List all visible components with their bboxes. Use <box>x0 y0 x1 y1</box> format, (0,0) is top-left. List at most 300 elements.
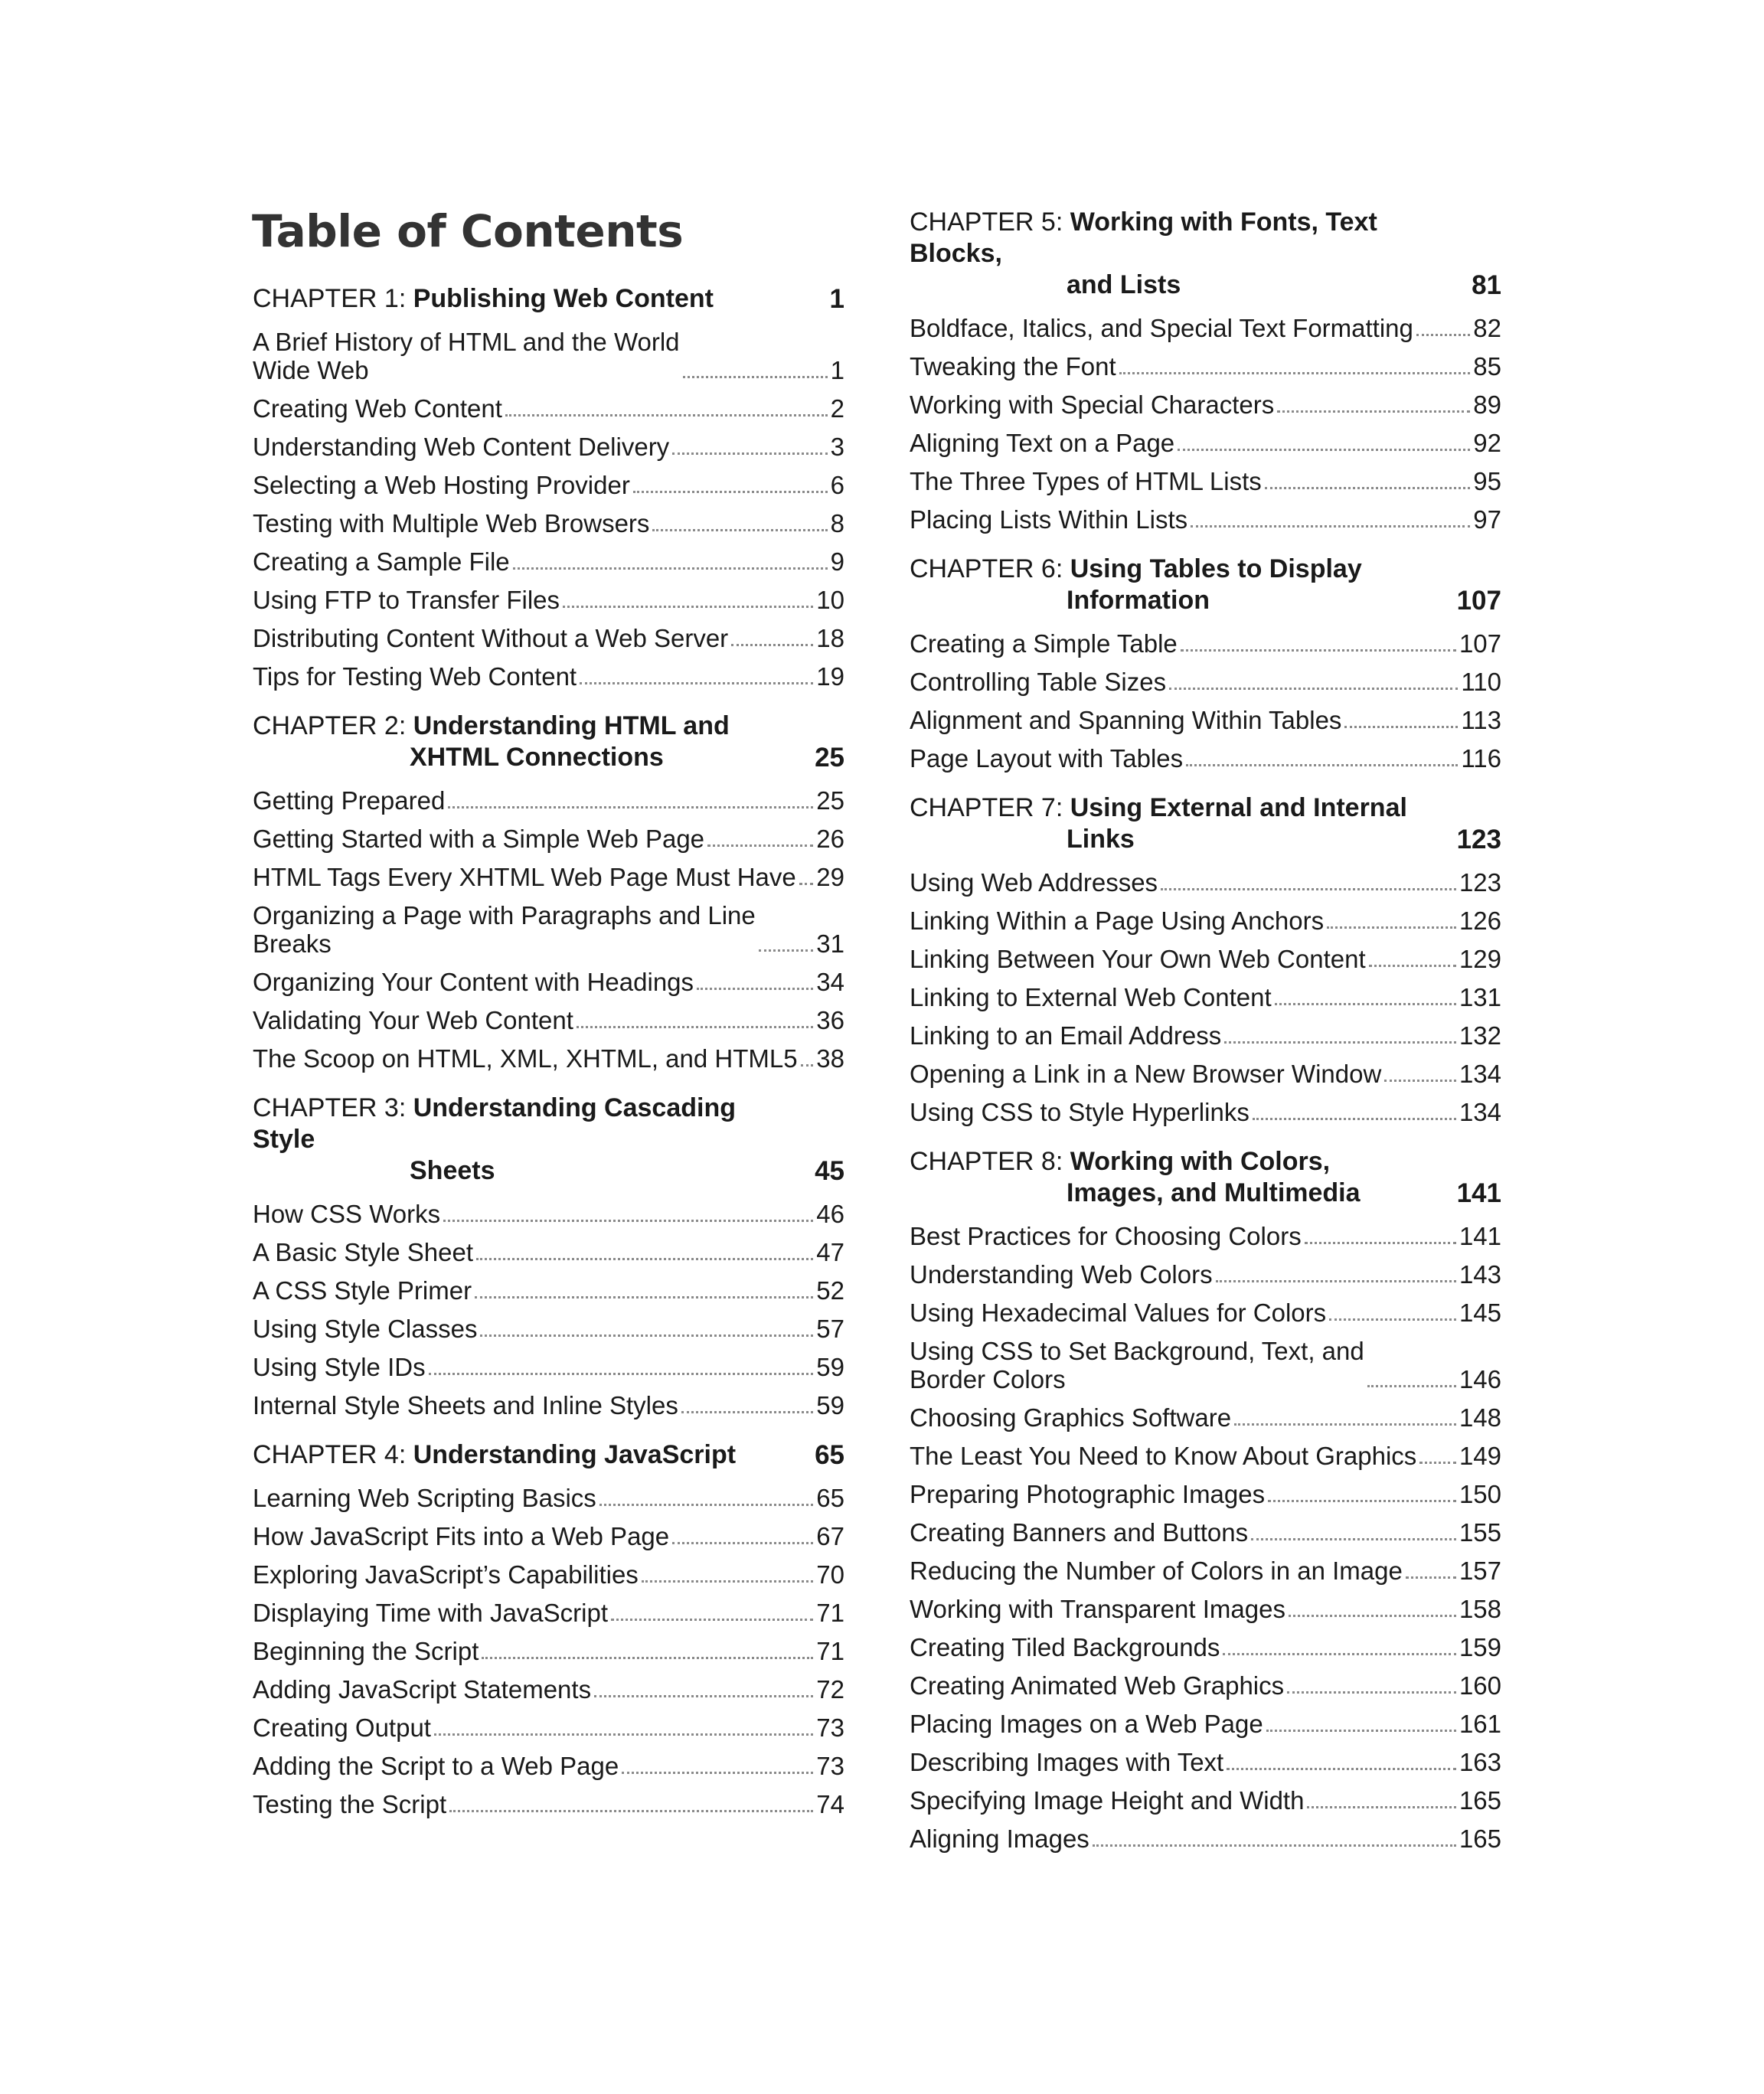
toc-entry-page-number: 150 <box>1459 1480 1501 1508</box>
dot-leader <box>434 1733 813 1736</box>
toc-entry-page-number: 26 <box>816 825 844 853</box>
chapter-page-number: 123 <box>1456 825 1501 854</box>
toc-entry-title: Using CSS to Style Hyperlinks <box>910 1098 1250 1126</box>
toc-entry[interactable] <box>910 1432 1501 1470</box>
toc-entry-title-line: Border Colors <box>910 1365 1066 1393</box>
toc-entry[interactable] <box>910 381 1501 419</box>
toc-entry-title: HTML Tags Every XHTML Web Page Must Have <box>253 863 796 891</box>
dot-leader <box>1266 1730 1456 1732</box>
toc-entry-title: Using Web Addresses <box>910 868 1158 897</box>
dot-leader <box>482 1657 813 1659</box>
toc-entry[interactable] <box>910 1700 1501 1738</box>
toc-entry-title: Using Style Classes <box>253 1315 478 1343</box>
toc-entry-title: Validating Your Web Content <box>253 1006 573 1034</box>
toc-entry-page-number: 143 <box>1459 1260 1501 1289</box>
toc-entry-title: Describing Images with Text <box>910 1748 1224 1776</box>
chapter-label: CHAPTER 7: <box>910 793 1063 822</box>
toc-entry-title: How JavaScript Fits into a Web Page <box>253 1522 670 1550</box>
chapter-section <box>910 792 1501 1126</box>
toc-entry-title: The Three Types of HTML Lists <box>910 467 1262 495</box>
chapter-page-number: 65 <box>815 1440 844 1470</box>
toc-entry[interactable] <box>253 461 844 499</box>
toc-entry[interactable] <box>253 853 844 891</box>
toc-entry[interactable] <box>910 696 1501 734</box>
chapter-heading-line <box>253 1093 736 1154</box>
chapter-section <box>910 1146 1501 1853</box>
chapter-section <box>910 554 1501 773</box>
toc-entry-page-number: 36 <box>816 1006 844 1034</box>
dot-leader <box>1344 726 1458 728</box>
dot-leader <box>652 529 827 531</box>
toc-entry-page-number: 165 <box>1459 1824 1501 1853</box>
chapter-label: CHAPTER 4: <box>253 1440 407 1469</box>
dot-leader <box>1307 1806 1455 1808</box>
dot-leader <box>642 1580 813 1583</box>
toc-entry[interactable] <box>253 776 844 815</box>
toc-entry[interactable] <box>910 1050 1501 1088</box>
dot-leader <box>1119 372 1471 374</box>
toc-entry-title: The Scoop on HTML, XML, XHTML, and HTML5 <box>253 1044 798 1073</box>
dot-leader <box>1161 888 1456 890</box>
toc-entry-title: Choosing Graphics Software <box>910 1403 1232 1432</box>
toc-entry-page-number: 57 <box>816 1315 844 1343</box>
chapter-title: Understanding JavaScript <box>413 1440 737 1469</box>
toc-entry-title: Placing Lists Within Lists <box>910 505 1188 534</box>
toc-entry-page-number: 157 <box>1459 1557 1501 1585</box>
chapter-heading[interactable] <box>253 1093 844 1187</box>
toc-entry[interactable] <box>910 419 1501 457</box>
toc-entry-title: Alignment and Spanning Within Tables <box>910 706 1342 734</box>
dot-leader <box>697 988 813 990</box>
chapter-heading-line <box>910 1147 1330 1176</box>
toc-entry-title-line: Wide Web <box>253 356 369 384</box>
toc-entry-title <box>253 901 756 958</box>
toc-entry[interactable] <box>910 304 1501 342</box>
toc-entry-title-line: Organizing a Page with Paragraphs and Line <box>253 901 756 929</box>
dot-leader <box>1369 965 1456 967</box>
dot-leader <box>476 1258 813 1260</box>
toc-entry-page-number: 110 <box>1461 668 1501 696</box>
toc-entry-page-number: 155 <box>1459 1518 1501 1547</box>
toc-entry[interactable] <box>253 996 844 1034</box>
toc-entry-title: Aligning Images <box>910 1824 1089 1853</box>
chapter-label: CHAPTER 6: <box>910 554 1063 583</box>
toc-entry-page-number: 31 <box>816 929 844 958</box>
dot-leader <box>1275 1003 1456 1005</box>
dot-leader <box>731 644 813 646</box>
dot-leader <box>1268 1500 1456 1502</box>
toc-entry-title: Learning Web Scripting Basics <box>253 1484 596 1512</box>
toc-entry-page-number: 71 <box>816 1637 844 1665</box>
toc-entry-page-number: 165 <box>1459 1786 1501 1815</box>
dot-leader <box>1093 1844 1456 1847</box>
toc-entry-page-number: 10 <box>816 586 844 614</box>
toc-entry[interactable] <box>253 1343 844 1381</box>
toc-entry[interactable] <box>253 1474 844 1512</box>
toc-entry-title: Linking Within a Page Using Anchors <box>910 907 1325 935</box>
toc-entry[interactable] <box>910 1470 1501 1508</box>
dot-leader <box>1181 649 1456 652</box>
toc-entry[interactable] <box>253 1742 844 1780</box>
toc-entry-title: Linking to External Web Content <box>910 983 1272 1011</box>
dot-leader <box>563 606 813 608</box>
toc-entry-page-number: 29 <box>816 863 844 891</box>
chapter-heading[interactable] <box>910 792 1501 855</box>
toc-entry[interactable] <box>253 958 844 996</box>
dot-leader <box>1305 1242 1456 1244</box>
toc-entry-page-number: 148 <box>1459 1403 1501 1432</box>
chapter-section <box>253 1093 844 1419</box>
toc-entry-page-number: 89 <box>1473 390 1501 419</box>
toc-entry[interactable] <box>253 1665 844 1704</box>
chapter-title-continued: Links <box>1067 825 1135 854</box>
dot-leader <box>1327 926 1456 929</box>
chapter-title: Publishing Web Content <box>413 284 714 313</box>
toc-entry[interactable] <box>910 858 1501 897</box>
toc-entry-title: Understanding Web Content Delivery <box>253 433 670 461</box>
toc-entry-page-number: 3 <box>830 433 844 461</box>
chapter-heading[interactable] <box>253 711 844 773</box>
toc-entry[interactable] <box>253 1589 844 1627</box>
toc-entry[interactable] <box>910 1011 1501 1050</box>
chapter-label: CHAPTER 2: <box>253 711 407 740</box>
toc-entry[interactable] <box>910 1289 1501 1327</box>
chapter-section <box>253 711 844 1073</box>
toc-entry[interactable] <box>253 1190 844 1228</box>
toc-entry-title: Creating Banners and Buttons <box>910 1518 1249 1547</box>
toc-entry-page-number: 134 <box>1459 1098 1501 1126</box>
toc-entry-page-number: 131 <box>1459 983 1501 1011</box>
dot-leader <box>1406 1576 1456 1579</box>
toc-entry[interactable] <box>253 1305 844 1343</box>
toc-entry-title: Specifying Image Height and Width <box>910 1786 1305 1815</box>
dot-leader <box>1216 1280 1456 1282</box>
chapter-heading-line <box>253 284 714 313</box>
toc-entry-title: Displaying Time with JavaScript <box>253 1599 608 1627</box>
toc-entry-title: Creating Output <box>253 1713 431 1742</box>
toc-entry[interactable] <box>253 318 844 384</box>
toc-entry[interactable] <box>253 891 844 958</box>
toc-entry-title: Creating a Simple Table <box>910 629 1178 658</box>
toc-entry-page-number: 160 <box>1459 1671 1501 1700</box>
toc-entry-title: Opening a Link in a New Browser Window <box>910 1060 1382 1088</box>
toc-entry-page-number: 19 <box>816 662 844 691</box>
toc-entry-title: Using FTP to Transfer Files <box>253 586 560 614</box>
toc-entry[interactable] <box>910 658 1501 696</box>
toc-entry-title: Reducing the Number of Colors in an Image <box>910 1557 1403 1585</box>
toc-entry-title: Tweaking the Font <box>910 352 1116 381</box>
chapter-heading[interactable] <box>253 283 844 315</box>
dot-leader <box>480 1334 813 1337</box>
toc-entry[interactable] <box>910 342 1501 381</box>
toc-entry[interactable] <box>253 1034 844 1073</box>
toc-entry-page-number: 34 <box>816 968 844 996</box>
toc-entry-title: How CSS Works <box>253 1200 441 1228</box>
dot-leader <box>443 1220 813 1222</box>
toc-entry-page-number: 1 <box>830 356 844 384</box>
dot-leader <box>759 949 814 952</box>
toc-entry-page-number: 65 <box>816 1484 844 1512</box>
toc-entry[interactable] <box>910 1585 1501 1623</box>
toc-entry-title: Boldface, Italics, and Special Text Formatting <box>910 314 1413 342</box>
toc-entry[interactable] <box>253 1627 844 1665</box>
dot-leader <box>1253 1118 1456 1120</box>
chapter-heading-line <box>253 711 730 740</box>
toc-entry-page-number: 46 <box>816 1200 844 1228</box>
toc-entry-title: Working with Special Characters <box>910 390 1275 419</box>
dot-leader <box>799 883 814 885</box>
toc-entry[interactable] <box>253 423 844 461</box>
toc-entry[interactable] <box>253 537 844 576</box>
toc-entry-title: Testing with Multiple Web Browsers <box>253 509 650 537</box>
toc-entry[interactable] <box>910 1815 1501 1853</box>
toc-entry[interactable] <box>253 815 844 853</box>
chapter-page-number: 25 <box>815 743 844 773</box>
toc-entry[interactable] <box>910 1088 1501 1126</box>
toc-entry-title: Selecting a Web Hosting Provider <box>253 471 630 499</box>
toc-entry[interactable] <box>253 576 844 614</box>
toc-entry-title: Creating a Sample File <box>253 547 510 576</box>
toc-entry-page-number: 161 <box>1459 1710 1501 1738</box>
chapter-heading[interactable] <box>910 554 1501 616</box>
toc-entry-page-number: 70 <box>816 1560 844 1589</box>
toc-entry-title <box>253 328 680 384</box>
dot-leader <box>1227 1768 1456 1770</box>
toc-entry-title: Aligning Text on a Page <box>910 429 1175 457</box>
toc-entry[interactable] <box>253 1780 844 1818</box>
chapter-title: Using External and Internal <box>1070 793 1407 822</box>
toc-entry[interactable] <box>910 1393 1501 1432</box>
toc-entry-title: Exploring JavaScript’s Capabilities <box>253 1560 639 1589</box>
toc-entry-page-number: 73 <box>816 1752 844 1780</box>
chapter-title: Working with Colors, <box>1070 1147 1331 1176</box>
toc-entry-title: Getting Prepared <box>253 786 446 815</box>
dot-leader <box>681 1411 813 1413</box>
toc-entry[interactable] <box>253 1704 844 1742</box>
dot-leader <box>611 1619 813 1621</box>
toc-entry[interactable] <box>910 897 1501 935</box>
toc-entry-page-number: 8 <box>830 509 844 537</box>
toc-entry-title: Controlling Table Sizes <box>910 668 1167 696</box>
toc-entry-title: Internal Style Sheets and Inline Styles <box>253 1391 678 1419</box>
toc-entry-title: Beginning the Script <box>253 1637 479 1665</box>
toc-entry-title <box>910 1337 1364 1393</box>
dot-leader <box>1186 764 1458 766</box>
toc-entry-page-number: 92 <box>1473 429 1501 457</box>
toc-entry-title: Linking Between Your Own Web Content <box>910 945 1366 973</box>
page-title: Table of Contents <box>252 205 684 257</box>
toc-entry[interactable] <box>910 1212 1501 1250</box>
chapter-label: CHAPTER 8: <box>910 1147 1063 1176</box>
toc-entry-title: Using Hexadecimal Values for Colors <box>910 1299 1327 1327</box>
chapter-page-number: 1 <box>829 284 844 314</box>
toc-entry-title: Working with Transparent Images <box>910 1595 1285 1623</box>
toc-entry[interactable] <box>253 614 844 652</box>
toc-entry[interactable] <box>253 384 844 423</box>
dot-leader <box>1178 449 1470 451</box>
toc-entry-page-number: 52 <box>816 1276 844 1305</box>
toc-entry-page-number: 149 <box>1459 1442 1501 1470</box>
toc-entry-title: The Least You Need to Know About Graphics <box>910 1442 1417 1470</box>
toc-entry[interactable] <box>910 619 1501 658</box>
toc-entry-page-number: 116 <box>1461 744 1501 773</box>
toc-entry-title: Tips for Testing Web Content <box>253 662 577 691</box>
dot-leader <box>475 1296 813 1299</box>
toc-entry[interactable] <box>910 457 1501 495</box>
chapter-title-continued: Information <box>1067 586 1210 615</box>
dot-leader <box>672 452 827 455</box>
toc-entry-page-number: 159 <box>1459 1633 1501 1661</box>
chapter-title: Using Tables to Display <box>1070 554 1362 583</box>
dot-leader <box>1234 1423 1456 1426</box>
toc-entry-title: Creating Tiled Backgrounds <box>910 1633 1220 1661</box>
toc-entry[interactable] <box>910 1547 1501 1585</box>
toc-entry-title: Creating Web Content <box>253 394 502 423</box>
toc-entry-title: Best Practices for Choosing Colors <box>910 1222 1302 1250</box>
toc-entry-title: Using Style IDs <box>253 1353 426 1381</box>
toc-entry[interactable] <box>910 973 1501 1011</box>
toc-entry[interactable] <box>253 1381 844 1419</box>
dot-leader <box>599 1504 813 1506</box>
toc-entry-title: Adding JavaScript Statements <box>253 1675 592 1704</box>
dot-leader <box>1384 1080 1456 1082</box>
dot-leader <box>1287 1691 1456 1694</box>
toc-entry-title: Page Layout with Tables <box>910 744 1184 773</box>
dot-leader <box>1191 525 1470 528</box>
toc-entry-page-number: 141 <box>1459 1222 1501 1250</box>
toc-entry-title: Understanding Web Colors <box>910 1260 1213 1289</box>
chapter-section <box>253 1439 844 1818</box>
dot-leader <box>672 1542 813 1544</box>
toc-entry-page-number: 97 <box>1473 505 1501 534</box>
chapter-section <box>253 283 844 691</box>
chapter-page-number: 45 <box>815 1156 844 1186</box>
toc-entry-title: Testing the Script <box>253 1790 447 1818</box>
dot-leader <box>1251 1538 1456 1540</box>
chapter-section <box>910 207 1501 534</box>
chapter-title: Understanding Cascading Style <box>253 1093 736 1154</box>
chapter-heading-line <box>910 793 1407 822</box>
toc-entry-page-number: 129 <box>1459 945 1501 973</box>
dot-leader <box>1367 1385 1456 1387</box>
toc-entry-page-number: 18 <box>816 624 844 652</box>
toc-entry-page-number: 146 <box>1459 1365 1501 1393</box>
toc-entry-title: Organizing Your Content with Headings <box>253 968 694 996</box>
toc-entry[interactable] <box>253 1228 844 1266</box>
toc-entry-title: Preparing Photographic Images <box>910 1480 1266 1508</box>
toc-entry-page-number: 132 <box>1459 1021 1501 1050</box>
chapter-heading[interactable] <box>253 1439 844 1471</box>
toc-entry-page-number: 25 <box>816 786 844 815</box>
toc-entry[interactable] <box>253 499 844 537</box>
toc-entry[interactable] <box>910 1250 1501 1289</box>
toc-entry-page-number: 67 <box>816 1522 844 1550</box>
toc-entry-page-number: 2 <box>830 394 844 423</box>
toc-entry[interactable] <box>910 1776 1501 1815</box>
chapter-title-continued: and Lists <box>1067 270 1181 299</box>
toc-entry-page-number: 38 <box>816 1044 844 1073</box>
dot-leader <box>1416 334 1470 336</box>
dot-leader <box>580 682 813 684</box>
toc-entry[interactable] <box>910 1661 1501 1700</box>
toc-entry-page-number: 134 <box>1459 1060 1501 1088</box>
toc-entry-page-number: 73 <box>816 1713 844 1742</box>
dot-leader <box>505 414 828 417</box>
toc-entry-title: A Basic Style Sheet <box>253 1238 473 1266</box>
dot-leader <box>1265 487 1471 489</box>
toc-entry[interactable] <box>253 1266 844 1305</box>
toc-entry-title: Distributing Content Without a Web Server <box>253 624 729 652</box>
dot-leader <box>1224 1041 1456 1044</box>
toc-entry-title: Adding the Script to a Web Page <box>253 1752 619 1780</box>
dot-leader <box>594 1695 813 1697</box>
toc-entry-title: Placing Images on a Web Page <box>910 1710 1263 1738</box>
chapter-page-number: 141 <box>1456 1178 1501 1208</box>
chapter-page-number: 107 <box>1456 586 1501 616</box>
toc-left-column <box>253 283 844 1838</box>
toc-entry-page-number: 59 <box>816 1391 844 1419</box>
toc-entry[interactable] <box>910 495 1501 534</box>
toc-right-column <box>910 207 1501 1873</box>
dot-leader <box>622 1772 813 1774</box>
dot-leader <box>683 376 828 378</box>
toc-entry-title: Linking to an Email Address <box>910 1021 1222 1050</box>
toc-entry-title: A CSS Style Primer <box>253 1276 472 1305</box>
toc-entry[interactable] <box>910 734 1501 773</box>
toc-entry-title: Getting Started with a Simple Web Page <box>253 825 705 853</box>
toc-entry[interactable] <box>910 1623 1501 1661</box>
dot-leader <box>448 806 813 809</box>
chapter-title-continued: Images, and Multimedia <box>1067 1178 1361 1207</box>
dot-leader <box>449 1810 813 1812</box>
toc-entry-page-number: 126 <box>1459 907 1501 935</box>
chapter-label: CHAPTER 5: <box>910 207 1063 237</box>
dot-leader <box>1289 1615 1456 1617</box>
toc-entry[interactable] <box>910 1738 1501 1776</box>
toc-entry-page-number: 123 <box>1459 868 1501 897</box>
chapter-heading-line <box>253 1440 736 1469</box>
toc-entry[interactable] <box>910 1327 1501 1393</box>
chapter-title: Understanding HTML and <box>413 711 730 740</box>
chapter-heading[interactable] <box>910 207 1501 301</box>
toc-entry[interactable] <box>253 1550 844 1589</box>
chapter-title-continued: XHTML Connections <box>410 743 664 772</box>
toc-entry-page-number: 163 <box>1459 1748 1501 1776</box>
dot-leader <box>1169 688 1458 690</box>
toc-entry-page-number: 74 <box>816 1790 844 1818</box>
toc-entry-page-number: 85 <box>1473 352 1501 381</box>
chapter-heading-line <box>910 207 1377 268</box>
toc-entry[interactable] <box>253 1512 844 1550</box>
dot-leader <box>1277 410 1470 413</box>
toc-entry-page-number: 72 <box>816 1675 844 1704</box>
chapter-page-number: 81 <box>1472 270 1501 300</box>
chapter-heading[interactable] <box>910 1146 1501 1209</box>
dot-leader <box>1329 1318 1456 1321</box>
toc-entry-page-number: 6 <box>830 471 844 499</box>
dot-leader <box>577 1026 813 1028</box>
toc-entry[interactable] <box>253 652 844 691</box>
toc-entry-title-line: A Brief History of HTML and the World <box>253 328 680 356</box>
toc-entry-page-number: 145 <box>1459 1299 1501 1327</box>
toc-entry-page-number: 47 <box>816 1238 844 1266</box>
chapter-title: Working with Fonts, Text Blocks, <box>910 207 1377 268</box>
toc-entry-title-line: Breaks <box>253 929 332 958</box>
dot-leader <box>801 1064 814 1067</box>
toc-entry[interactable] <box>910 1508 1501 1547</box>
dot-leader <box>707 844 813 847</box>
toc-entry[interactable] <box>910 935 1501 973</box>
